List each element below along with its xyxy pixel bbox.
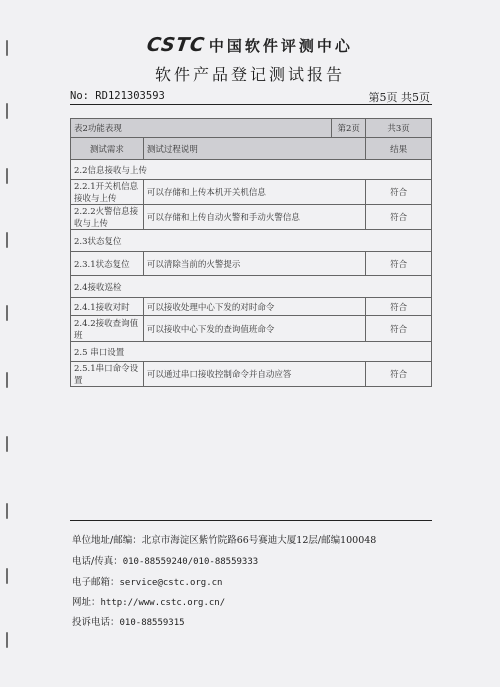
result-cell: 符合 xyxy=(366,298,432,316)
footer-address xyxy=(72,532,376,546)
header-divider xyxy=(70,104,432,105)
binder-hole-mark xyxy=(6,632,8,648)
complaint-label: 投诉电话： xyxy=(72,617,120,628)
column-header: 测试过程说明 xyxy=(143,138,365,160)
phone-value: 010-88559240/010-88559333 xyxy=(122,557,259,567)
section-title: 2.5 串口设置 xyxy=(71,342,432,362)
footer-complaint xyxy=(72,614,185,628)
section-title: 2.4接收巡检 xyxy=(71,276,432,298)
table-row xyxy=(71,205,432,230)
binder-hole-mark xyxy=(6,103,8,119)
requirement-cell: 2.4.1接收对时 xyxy=(71,298,144,316)
report-number xyxy=(70,90,165,102)
address-label: 单位地址/邮编： xyxy=(72,535,142,546)
result-cell: 符合 xyxy=(366,362,432,387)
table-caption-total: 共3页 xyxy=(366,119,432,138)
table-row xyxy=(71,362,432,387)
org-logo xyxy=(0,34,500,56)
page-info: 第5页 共5页 xyxy=(368,91,430,104)
section-row xyxy=(71,230,432,252)
footer-email xyxy=(72,574,222,588)
binder-hole-mark xyxy=(6,305,8,321)
table-row xyxy=(71,252,432,276)
binder-hole-mark xyxy=(6,168,8,184)
website-value: http://www.cstc.org.cn/ xyxy=(100,598,226,608)
email-label: 电子邮箱： xyxy=(72,577,120,588)
requirement-cell: 2.4.2接收查询值班 xyxy=(71,316,144,342)
table-caption-page: 第2页 xyxy=(332,119,366,138)
footer-website xyxy=(72,594,225,608)
requirement-cell: 2.3.1状态复位 xyxy=(71,252,144,276)
binder-hole-mark xyxy=(6,232,8,248)
binder-hole-mark xyxy=(6,568,8,584)
complaint-value: 010-88559315 xyxy=(119,618,185,628)
result-cell: 符合 xyxy=(366,205,432,230)
description-cell: 可以接收中心下发的查询值班命令 xyxy=(143,316,365,342)
result-cell: 符合 xyxy=(366,180,432,205)
description-cell: 可以通过串口接收控制命令并自动应答 xyxy=(143,362,365,387)
footer-phone xyxy=(72,553,258,567)
description-cell: 可以接收处理中心下发的对时命令 xyxy=(143,298,365,316)
table-row xyxy=(71,180,432,205)
table-row xyxy=(71,298,432,316)
table-caption-text: 表2功能表现 xyxy=(74,124,122,134)
table-caption xyxy=(71,119,332,138)
result-cell: 符合 xyxy=(366,252,432,276)
address-value: 北京市海淀区紫竹院路66号赛迪大厦12层/邮编100048 xyxy=(141,535,377,546)
section-title: 2.2信息接收与上传 xyxy=(71,160,432,180)
binder-hole-mark xyxy=(6,372,8,388)
website-label: 网址： xyxy=(72,597,101,608)
table-header-row xyxy=(71,138,432,160)
binder-hole-mark xyxy=(6,503,8,519)
function-table xyxy=(70,118,432,387)
footer-divider xyxy=(70,520,432,521)
binder-hole-mark xyxy=(6,436,8,452)
org-name: 中国软件评测中心 xyxy=(208,37,353,55)
section-row xyxy=(71,160,432,180)
requirement-cell: 2.2.2火警信息接收与上传 xyxy=(71,205,144,230)
table-caption-row xyxy=(71,119,432,138)
report-title: 软件产品登记测试报告 xyxy=(154,65,345,84)
section-row xyxy=(71,276,432,298)
column-header: 结果 xyxy=(366,138,432,160)
result-cell: 符合 xyxy=(366,316,432,342)
description-cell: 可以清除当前的火警提示 xyxy=(143,252,365,276)
phone-label: 电话/传真： xyxy=(72,556,123,567)
section-row xyxy=(71,342,432,362)
requirement-cell: 2.2.1开关机信息接收与上传 xyxy=(71,180,144,205)
logo-mark: CSTC xyxy=(145,34,207,56)
column-header: 测试需求 xyxy=(71,138,144,160)
requirement-cell: 2.5.1串口命令设置 xyxy=(71,362,144,387)
description-cell: 可以存储和上传本机开关机信息 xyxy=(143,180,365,205)
table-row xyxy=(71,316,432,342)
description-cell: 可以存储和上传自动火警和手动火警信息 xyxy=(143,205,365,230)
report-number-label: No: xyxy=(70,90,89,102)
section-title: 2.3状态复位 xyxy=(71,230,432,252)
email-value: service@cstc.org.cn xyxy=(119,578,223,588)
report-number-value: RD121303593 xyxy=(95,90,165,102)
